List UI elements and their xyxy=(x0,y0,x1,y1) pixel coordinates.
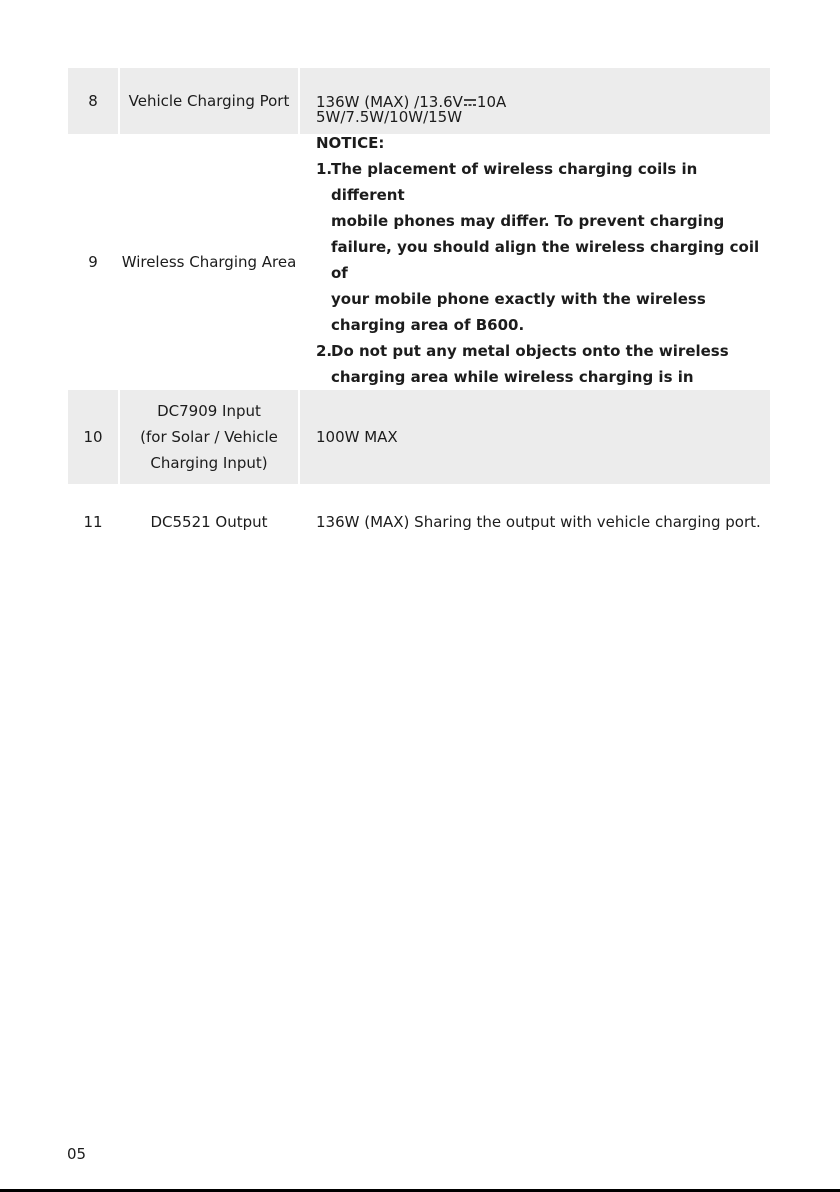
row-name: Vehicle Charging Port xyxy=(120,68,298,134)
row-spec: 100W MAX xyxy=(300,390,770,484)
notice-item-line: mobile phones may differ. To prevent charging xyxy=(331,212,725,230)
row-name: DC5521 Output xyxy=(150,513,268,531)
notice-label: NOTICE: xyxy=(316,134,385,152)
spec-text: 136W (MAX) /13.6V xyxy=(316,93,463,111)
notice-item-marker: 1. xyxy=(316,160,333,178)
notice-item-line: The placement of wireless charging coils in different xyxy=(331,160,698,204)
notice-item-line: charging area of B600. xyxy=(331,316,525,334)
spec-text: 10A xyxy=(476,93,507,111)
row-number: 10 xyxy=(68,390,118,484)
table-row xyxy=(68,484,770,558)
spec-table xyxy=(68,68,770,558)
notice-item xyxy=(316,338,770,364)
notice-item-line: failure, you should align the wireless charging coil of xyxy=(331,238,760,282)
notice-item-marker: 2. xyxy=(316,342,333,360)
notice-item-line: your mobile phone exactly with the wireless xyxy=(331,290,706,308)
notice-item-line: Do not put any metal objects onto the wireless xyxy=(331,342,729,360)
row-name: Wireless Charging Area xyxy=(121,253,297,271)
row-name-line: (for Solar / Vehicle xyxy=(140,428,278,446)
notice-item xyxy=(316,156,770,208)
row-number: 8 xyxy=(68,68,118,134)
table-row xyxy=(68,108,770,390)
spec-block xyxy=(316,104,770,416)
row-spec xyxy=(300,108,770,390)
row-number: 11 xyxy=(83,513,103,531)
row-number: 9 xyxy=(88,253,98,271)
row-name xyxy=(120,390,298,484)
table-row xyxy=(68,390,770,484)
row-name-line: DC7909 Input xyxy=(157,402,261,420)
notice-item-line: charging area while wireless charging is in xyxy=(331,368,694,386)
row-name-line: Charging Input) xyxy=(150,454,268,472)
page-number: 05 xyxy=(67,1145,87,1163)
row-spec: 136W (MAX) Sharing the output with vehicle charging port. xyxy=(316,513,761,531)
spec-power: 5W/7.5W/10W/15W xyxy=(316,108,463,126)
